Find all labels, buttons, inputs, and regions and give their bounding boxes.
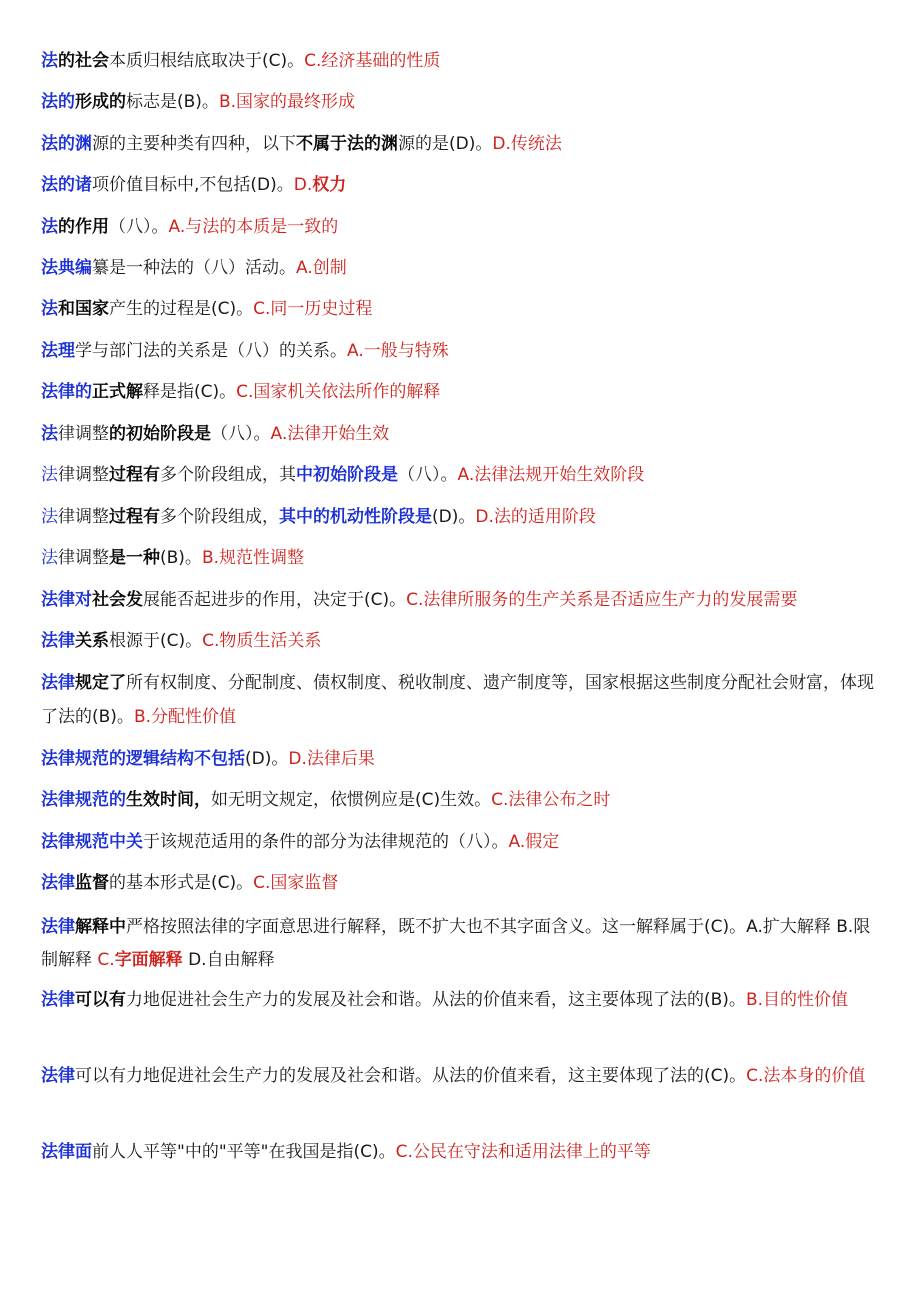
question-text: 法律 [41, 673, 75, 693]
question-text: 法的 [41, 92, 75, 112]
question-text: 根源于(C)。 [109, 631, 203, 651]
question-item [41, 541, 886, 575]
question-item [41, 866, 886, 900]
question-text: 法的诸 [41, 175, 92, 195]
question-text: 过程有 [109, 507, 160, 527]
question-text: (D)。 [245, 749, 289, 769]
question-text: （八）。 [109, 217, 169, 237]
question-text: D.自由解释 [182, 950, 275, 970]
question-text: 法 [41, 217, 58, 237]
question-text: 法理 [41, 341, 75, 361]
question-text: 法 [41, 299, 58, 319]
question-text: 的基本形式是(C)。 [109, 873, 254, 893]
question-item [41, 911, 886, 977]
question-item [41, 983, 886, 1017]
question-item [41, 624, 886, 658]
question-text: 标志是(B)。 [126, 92, 219, 112]
answer-text: C.国家机关依法所作的解释 [236, 382, 441, 402]
question-text: 过程有 [109, 465, 160, 485]
question-item [41, 742, 886, 776]
question-text: 可以有力地促进社会生产力的发展及社会和谐。从法的价值来看，这主要体现了法的(C)。 [75, 1066, 747, 1086]
question-item [41, 666, 886, 734]
answer-text: A.创制 [296, 258, 347, 278]
question-text: (D)。 [432, 507, 476, 527]
question-text: 法律的 [41, 382, 92, 402]
question-text: 的作用 [58, 217, 109, 237]
question-text: 法 [41, 465, 58, 485]
answer-text: C.经济基础的性质 [304, 51, 441, 71]
question-item [41, 1135, 886, 1169]
question-text: 源的是(D)。 [398, 134, 493, 154]
question-text: 产生的过程是(C)。 [109, 299, 254, 319]
question-text: 源的主要种类有四种，以下 [92, 134, 296, 154]
answer-text: B.分配性价值 [133, 707, 237, 727]
question-text: 严格按照法律的字面意思进行解释，既不扩大也不其字面含义。这一解释属于(C)。A.扩大解释 B.限制解释 [41, 917, 871, 970]
question-text: 法典编 [41, 258, 92, 278]
question-text: 法律对 [41, 590, 92, 610]
question-item [41, 458, 886, 492]
answer-text: 字面解释 [114, 950, 183, 970]
question-item [41, 825, 886, 859]
question-item [41, 500, 886, 534]
question-text: 法律规范的 [41, 790, 126, 810]
question-text: 关系 [75, 631, 109, 651]
question-text: 于该规范适用的条件的部分为法律规范的（八）。 [143, 832, 509, 852]
question-text: 法律 [41, 873, 75, 893]
question-text: 的社会 [58, 51, 109, 71]
answer-text: B.国家的最终形成 [218, 92, 356, 112]
question-text: (B)。 [160, 548, 202, 568]
question-text: 法的渊 [41, 134, 92, 154]
question-text: 释是指(C)。 [143, 382, 237, 402]
question-text: 是一种 [109, 548, 160, 568]
question-text: 律调整 [58, 548, 109, 568]
answer-text: B.规范性调整 [201, 548, 305, 568]
answer-text: C.国家监督 [253, 873, 339, 893]
question-text: 法律 [41, 917, 75, 937]
answer-text: C.法律所服务的生产关系是否适应生产力的发展需要 [406, 590, 798, 610]
question-item [41, 292, 886, 326]
question-text: 学与部门法的关系是（八）的关系。 [75, 341, 347, 361]
question-text: 纂是一种法的（八）活动。 [92, 258, 296, 278]
question-item [41, 85, 886, 119]
question-text: 多个阶段组成， [160, 507, 279, 527]
answer-text: D.法的适用阶段 [475, 507, 596, 527]
question-text: 法律规范中关 [41, 832, 143, 852]
question-text: 法律面 [41, 1142, 92, 1162]
question-text: 法律规范的逻辑结构不包括 [41, 749, 245, 769]
question-item [41, 375, 886, 409]
question-text: 可以有 [75, 990, 126, 1010]
question-text: 正式解 [92, 382, 143, 402]
question-text: 力地促进社会生产力的发展及社会和谐。从法的价值来看，这主要体现了法的(B)。 [126, 990, 746, 1010]
question-text: 不属于法的渊 [296, 134, 398, 154]
answer-text: A.与法的本质是一致的 [168, 217, 339, 237]
answer-text: C.法律公布之时 [491, 790, 611, 810]
question-item [41, 1059, 886, 1093]
question-item [41, 334, 886, 368]
question-item [41, 583, 886, 617]
question-text: 规定了 [75, 673, 126, 693]
answer-text: A.一般与特殊 [347, 341, 449, 361]
question-text: 监督 [75, 873, 109, 893]
question-item [41, 44, 886, 78]
question-text: 项价值目标中,不包括(D)。 [92, 175, 294, 195]
question-item [41, 210, 886, 244]
question-item [41, 417, 886, 451]
question-text: 本质归根结底取决于(C)。 [109, 51, 305, 71]
question-item [41, 168, 886, 202]
answer-text: A.法律开始生效 [270, 424, 390, 444]
question-text: 前人人平等"中的"平等"在我国是指(C)。 [92, 1142, 396, 1162]
question-text: 展能否起进步的作用，决定于(C)。 [143, 590, 407, 610]
question-text: 多个阶段组成，其 [160, 465, 296, 485]
answer-text: D.传统法 [492, 134, 562, 154]
answer-text: C.公民在守法和适用法律上的平等 [395, 1142, 651, 1162]
question-text: 律调整 [58, 424, 109, 444]
question-text: 法律 [41, 990, 75, 1010]
question-text: （八）。 [398, 465, 458, 485]
question-text: 其中的机动性阶段是 [279, 507, 432, 527]
question-text: 所有权制度、分配制度、债权制度、税收制度、遗产制度等，国家根据这些制度分配社会财富，体现了法的(B)。 [41, 673, 874, 727]
answer-text: C. [97, 950, 115, 970]
question-text: 生效时间， [126, 790, 211, 810]
question-text: 解释中 [75, 917, 126, 937]
answer-text: D. [293, 175, 313, 195]
answer-text: B.目的性价值 [745, 990, 849, 1010]
question-item [41, 251, 886, 285]
question-text: 和国家 [58, 299, 109, 319]
question-text: 社会发 [92, 590, 143, 610]
question-text: 的初始阶段是 [109, 424, 211, 444]
question-text: 律调整 [58, 507, 109, 527]
answer-text: A.法律法规开始生效阶段 [457, 465, 645, 485]
question-text: 法律 [41, 631, 75, 651]
question-item [41, 783, 886, 817]
answer-text: D.法律后果 [288, 749, 375, 769]
question-text: 如无明文规定，依惯例应是(C)生效。 [211, 790, 492, 810]
question-text: 中初始阶段是 [296, 465, 398, 485]
question-text: 律调整 [58, 465, 109, 485]
question-text: 法 [41, 507, 58, 527]
answer-text: C.法本身的价值 [746, 1066, 866, 1086]
answer-text: C.物质生活关系 [202, 631, 322, 651]
answer-text: C.同一历史过程 [253, 299, 373, 319]
answer-text: 权力 [312, 175, 347, 195]
question-text: 法 [41, 51, 58, 71]
answer-text: A.假定 [508, 832, 560, 852]
question-text: 法律 [41, 1066, 75, 1086]
question-text: 形成的 [75, 92, 126, 112]
question-text: 法 [41, 548, 58, 568]
question-text: 法 [41, 424, 58, 444]
question-text: （八）。 [211, 424, 271, 444]
question-item [41, 127, 886, 161]
